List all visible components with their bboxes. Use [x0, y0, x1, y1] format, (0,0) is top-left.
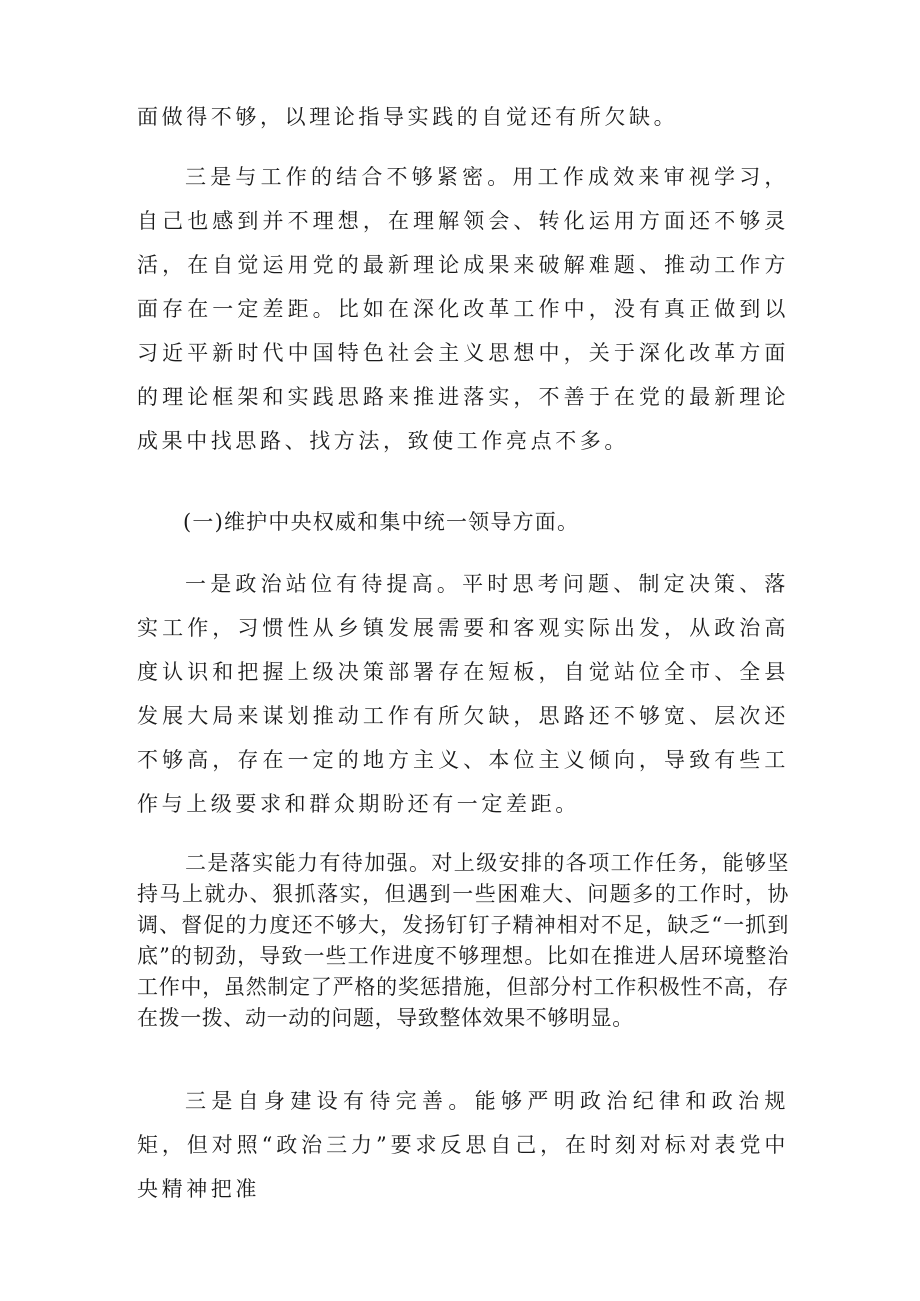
paragraph-work-integration: 三是与工作的结合不够紧密。用工作成效来审视学习，自己也感到并不理想，在理解领会、转化运用方面还不够灵活，在自觉运用党的最新理论成果来破解难题、推动工作方面存在一定差距。比如在深化改革工作中，没有真正做到以习近平新时代中国特色社会主义思想中，关于深化改革方面的理论框架和实践思路来推进落实，不善于在党的最新理论成果中找思路、找方法，致使工作亮点不多。	[137, 165, 789, 453]
section-heading: (一)维护中央权威和集中统一领导方面。	[183, 510, 580, 534]
paragraph-implementation: 二是落实能力有待加强。对上级安排的各项工作任务，能够坚持马上就办、狠抓落实，但遇到一些困难大、问题多的工作时，协调、督促的力度还不够大，发扬钉钉子精神相对不足，缺乏“一抓到底”的韧劲，导致一些工作进度不够理想。比如在推进人居环境整治工作中，虽然制定了严格的奖惩措施，但部分村工作积极性不高，存在拨一拨、动一动的问题，导致整体效果不够明显。	[137, 851, 789, 1030]
paragraph-political-stance: 一是政治站位有待提高。平时思考问题、制定决策、落实工作，习惯性从乡镇发展需要和客观实际出发，从政治高度认识和把握上级决策部署存在短板，自觉站位全市、全县发展大局来谋划推动工作有所欠缺，思路还不够宽、层次还不够高，存在一定的地方主义、本位主义倾向，导致有些工作与上级要求和群众期盼还有一定差距。	[137, 572, 789, 816]
paragraph-self-building: 三是自身建设有待完善。能够严明政治纪律和政治规矩，但对照“政治三力”要求反思自己，在时刻对标对表党中央精神把准	[137, 1089, 789, 1201]
paragraph-continuation: 面做得不够，以理论指导实践的自觉还有所欠缺。	[137, 105, 679, 129]
